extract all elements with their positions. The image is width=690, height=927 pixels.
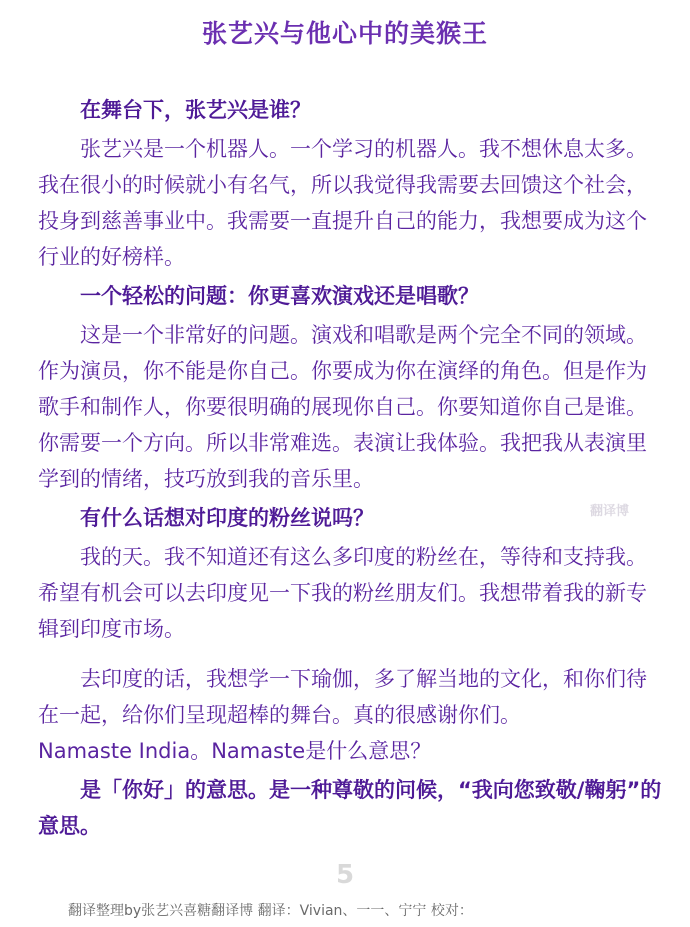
page-title: 张艺兴与他心中的美猴王 — [201, 19, 488, 48]
article-body — [38, 92, 662, 847]
question-3: 有什么话想对印度的粉丝说吗？ — [80, 506, 374, 530]
answer-3b: 去印度的话，我想学一下瑜伽，多了解当地的文化，和你们待在一起，给你们呈现超棒的舞台。真的很感谢你们。 — [38, 667, 647, 727]
answer-1: 张艺兴是一个机器人。一个学习的机器人。我不想休息太多。我在很小的时候就小有名气，所以我觉得我需要去回馈这个社会，投身到慈善事业中。我需要一直提升自己的能力，我想要成为这个行业的好榜样。 — [38, 137, 647, 269]
footer-credits: 翻译整理by张艺兴喜糖翻译博 翻译：Vivian、一一、宁宁 校对： — [68, 903, 473, 919]
question-1: 在舞台下，张艺兴是谁？ — [80, 98, 311, 122]
answer-3a: 我的天。我不知道还有这么多印度的粉丝在，等待和支持我。希望有机会可以去印度见一下我的粉丝朋友们。我想带着我的新专辑到印度市场。 — [38, 545, 647, 641]
answer-3c: Namaste India。Namaste是什么意思？ — [38, 739, 432, 763]
answer-2: 这是一个非常好的问题。演戏和唱歌是两个完全不同的领域。作为演员，你不能是你自己。你要成为你在演绎的角色。但是作为歌手和制作人，你要很明确的展现你自己。你要知道你自己是谁。你需要一个方向。所以非常难选。表演让我体验。我把我从表演里学到的情绪，技巧放到我的音乐里。 — [38, 323, 647, 491]
watermark-text: 翻译博 — [590, 504, 630, 519]
question-4: 是「你好」的意思。是一种尊敬的问候，“我向您致敬/鞠躬”的意思。 — [38, 778, 662, 838]
question-2: 一个轻松的问题：你更喜欢演戏还是唱歌？ — [80, 284, 479, 308]
page-number: 5 — [335, 860, 355, 890]
